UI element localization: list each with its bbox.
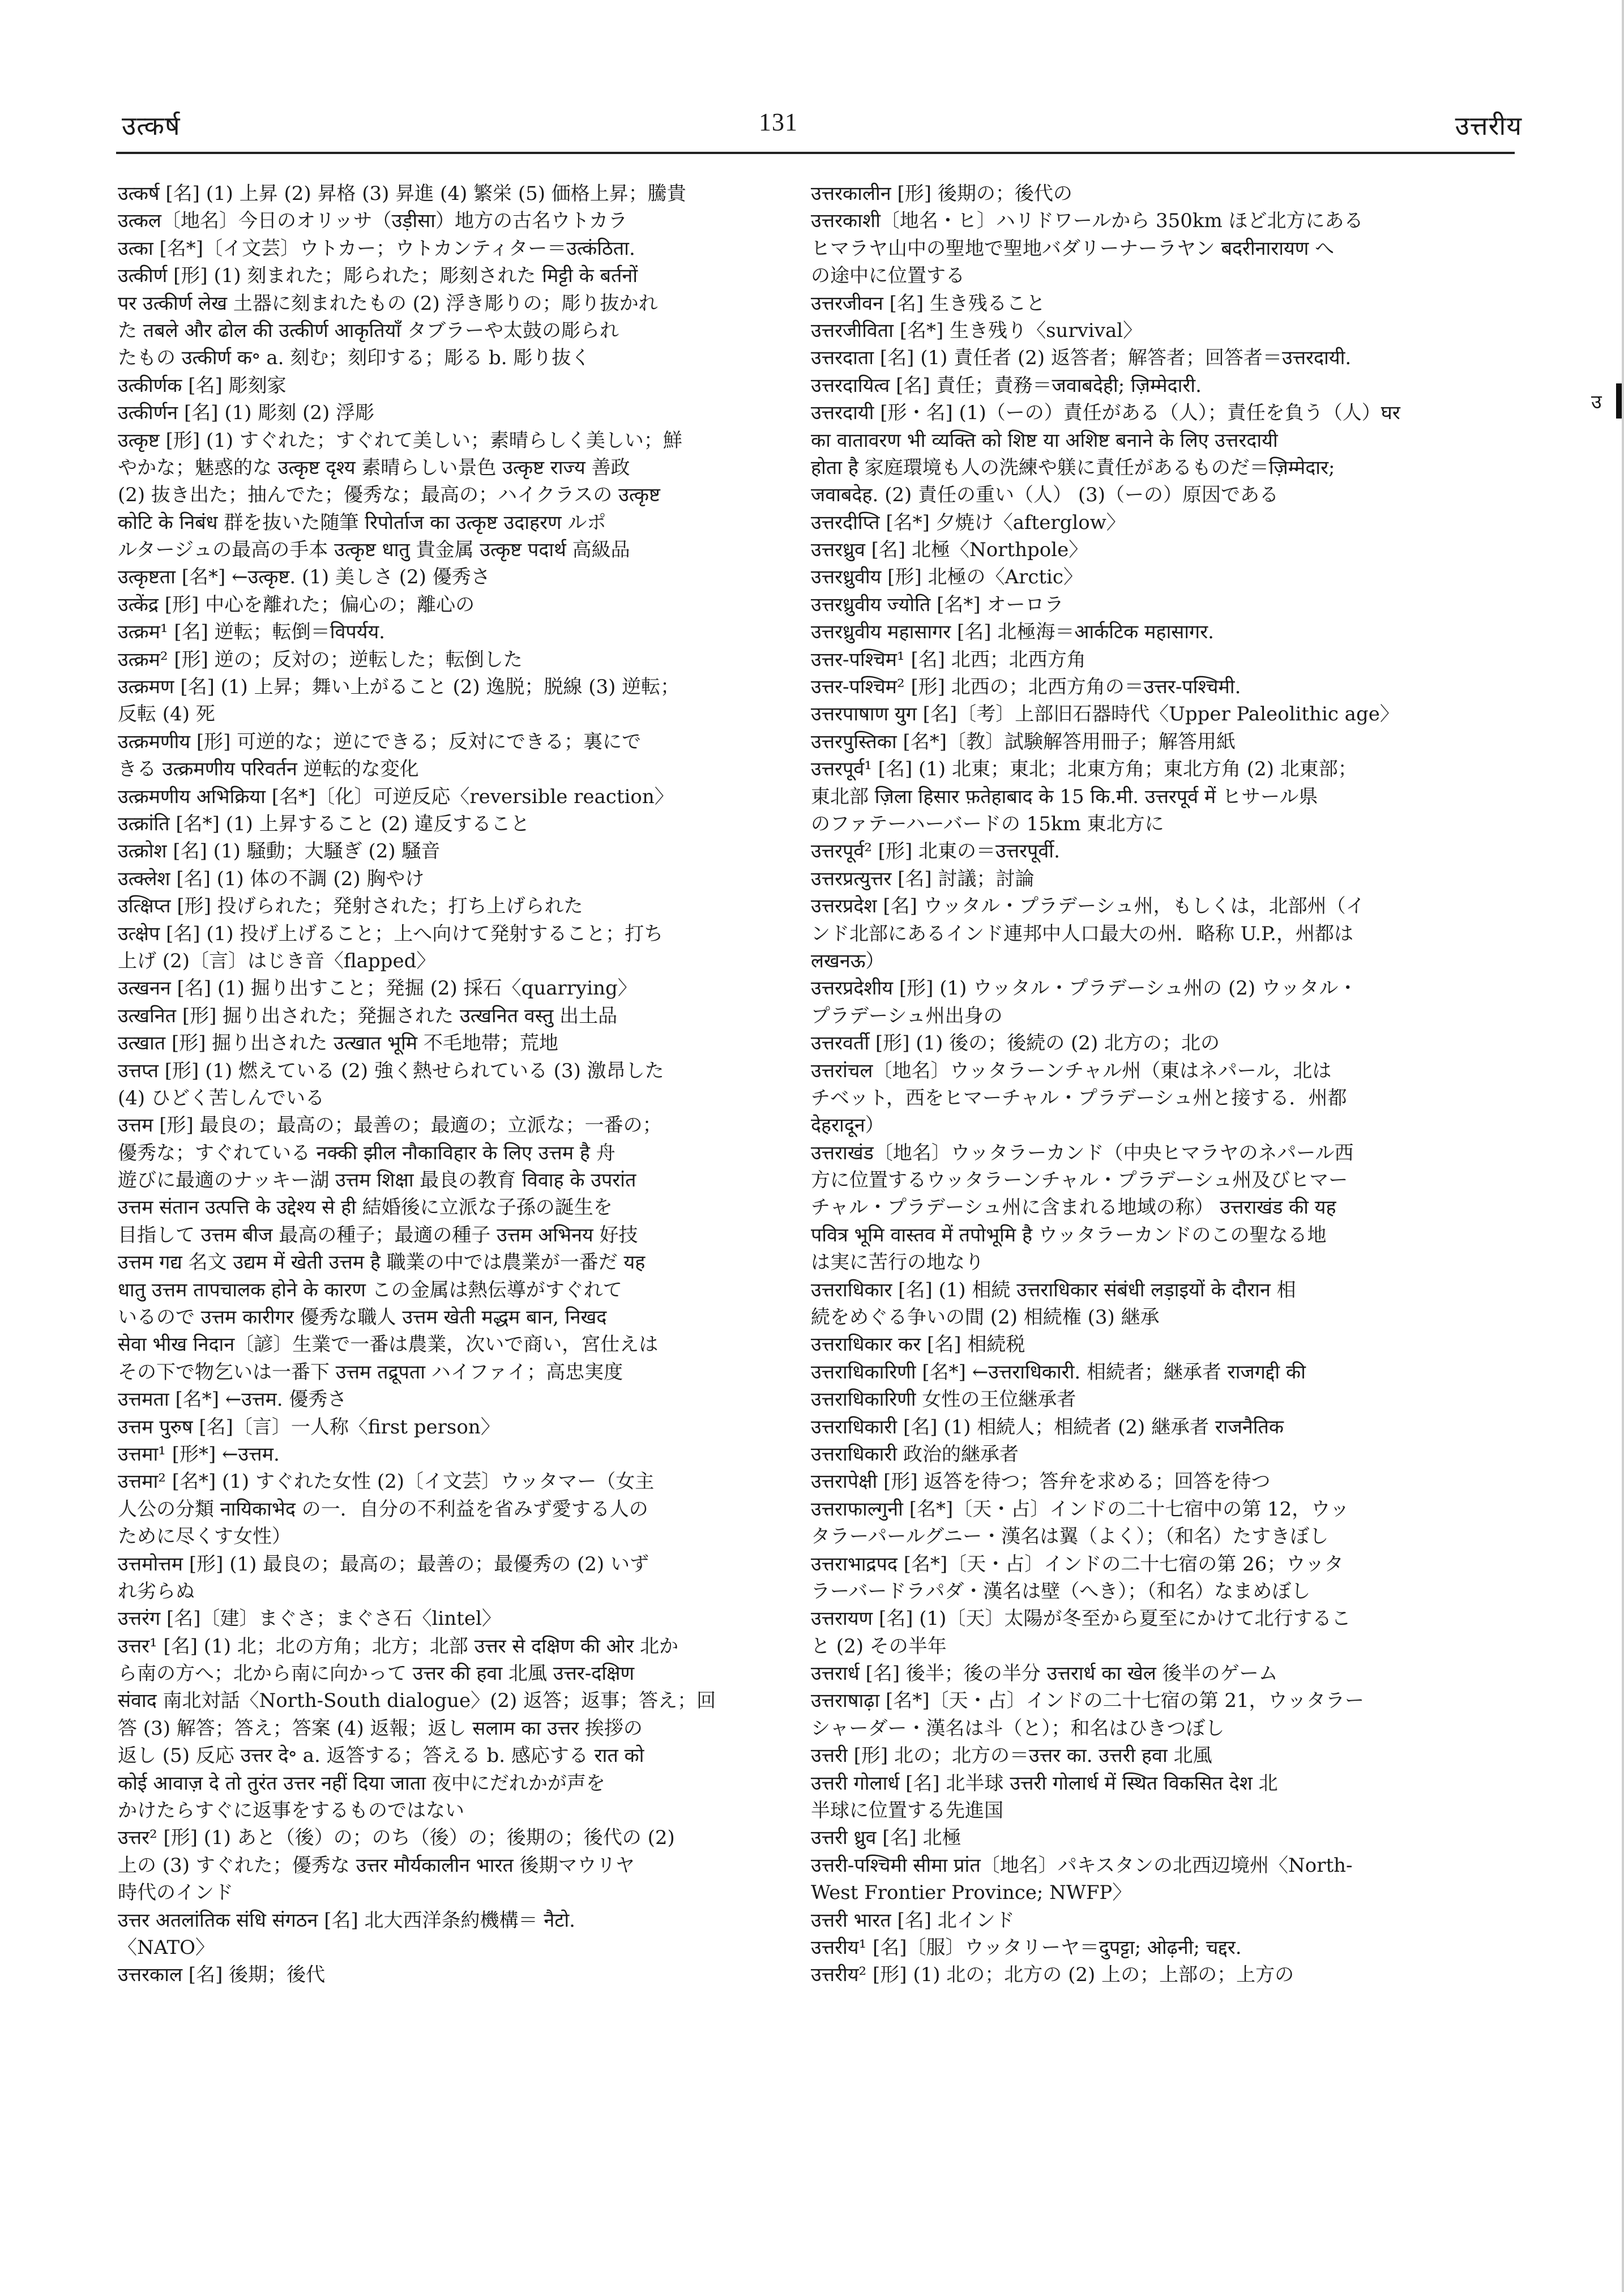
entry-line: उत्क्रमणीय [形] 可逆的な；逆にできる；反対にできる；裏にで xyxy=(118,730,642,753)
running-head-right: उत्तरीय xyxy=(1455,110,1522,141)
entry-line: उत्तर¹ [名] (1) 北；北の方角；北方；北部 उत्तर से दक्षिण की ओर 北か xyxy=(118,1634,679,1658)
entry-line: ルタージュの最高の手本 उत्कृष्ट धातु 貴金属 उत्कृष्ट पदार्थ 高級品 xyxy=(118,539,630,562)
entry-line: उत्तमा¹ [形*] ←उत्तम. xyxy=(118,1442,280,1466)
entry-line: उत्क्रमण [名] (1) 上昇；舞い上がること (2) 逸脱；脱線 (3) 逆転； xyxy=(118,676,680,699)
entry-line: उत्तराधिकारिणी [名*] ←उत्तराधिकारी. 相続者；継承者 राजगद्दी की xyxy=(811,1360,1306,1384)
entry-line: उत्खनन [名] (1) 掘り出すこと；発掘 (2) 採石〈quarrying〉 xyxy=(118,977,637,1000)
entry-line: उत्तमता [名*] ←उत्तम. 優秀さ xyxy=(118,1388,347,1411)
entry-line: उत्क्लेश [名] (1) 体の不調 (2) 胸やけ xyxy=(118,867,425,890)
entry-line: ンド北部にあるインド連邦中人口最大の州．略称 U.P.，州都は xyxy=(811,922,1353,945)
entry-line: West Frontier Province; NWFP〉 xyxy=(811,1881,1132,1905)
entry-line: उत्तराषाढ़ा [名*]〔天・占〕インドの二十七宿の第 21，ウッタラー xyxy=(811,1689,1364,1713)
entry-line: उत्का [名*]〔イ文芸〕ウトカー；ウトカンティター＝उत्कंठिता. xyxy=(118,237,635,260)
entry-line: उत्तरदायी [形・名] (1)（ーの）責任がある（人）；責任を負う（人）घर xyxy=(811,402,1400,425)
entry-line: 遊びに最適のナッキー湖 उत्तम शिक्षा 最良の教育 विवाह के उपरांत xyxy=(118,1169,636,1192)
entry-line: やかな；魅惑的な उत्कृष्ट दृश्य 素晴らしい景色 उत्कृष्ट राज्य 善政 xyxy=(118,456,630,479)
entry-line: उत्तरकाशी〔地名・ヒ〕ハリドワールから 350km ほど北方にある xyxy=(811,210,1364,233)
entry-line: उत्तरीय² [形] (1) 北の；北方の (2) 上の；上部の；上方の xyxy=(811,1964,1294,1987)
entry-line: उत्तराफाल्गुनी [名*]〔天・占〕インドの二十七宿中の第 12，ウッ xyxy=(811,1497,1349,1521)
entry-line: उत्तरी भारत [名] 北インド xyxy=(811,1909,1015,1932)
entry-line: उत्तरपाषाण युग [名]〔考〕上部旧石器時代〈Upper Paleolithic age〉 xyxy=(811,703,1399,726)
entry-line: लखनऊ） xyxy=(811,949,885,972)
entry-line: उत्तरार्ध [名] 後半；後の半分 उत्तरार्ध का खेल 後半のゲーム xyxy=(811,1662,1278,1685)
entry-line: उत्तरप्रत्युत्तर [名] 討議；討論 xyxy=(811,867,1035,890)
entry-line: उत्कीर्ण [形] (1) 刻まれた；彫られた；彫刻された मिट्टी के बर्तनों xyxy=(118,264,638,288)
entry-line: उत्तरध्रुवीय [形] 北極の〈Arctic〉 xyxy=(811,566,1083,589)
entry-line: उत्तरंग [名]〔建〕まぐさ；まぐさ石〈lintel〉 xyxy=(118,1607,501,1631)
entry-line: उत्कल〔地名〕今日のオリッサ（उड़ीसा）地方の古名ウトカラ xyxy=(118,210,628,233)
entry-line: उत्क्षेप [名] (1) 投げ上げること；上へ向けて発射すること；打ち xyxy=(118,922,664,945)
entry-line: उत्तमा² [名*] (1) すぐれた女性 (2)〔イ文芸〕ウッタマー（女主 xyxy=(118,1470,655,1493)
entry-line: 反転 (4) 死 xyxy=(118,703,215,726)
entry-line: उत्तरवर्ती [形] (1) 後の；後続の (2) 北方の；北の xyxy=(811,1032,1220,1055)
entry-line: た तबले और ढोल की उत्कीर्ण आकृतियाँ タブラーや太鼓の彫られ xyxy=(118,319,619,342)
entry-line: の途中に位置する xyxy=(811,264,965,288)
entry-line: का वातावरण भी व्यक्ति को शिष्ट या अशिष्ट बनाने के लिए उत्तरदायी xyxy=(811,429,1278,452)
entry-line: उत्तरी [形] 北の；北方の＝उत्तर का. उत्तरी हवा 北風 xyxy=(811,1744,1212,1768)
entry-line: 上げ (2)〔言〕はじき音〈flapped〉 xyxy=(118,949,436,972)
running-head-left: उत्कर्ष xyxy=(122,110,181,141)
entry-line: 目指して उत्तम बीज 最高の種子；最適の種子 उत्तम अभिनय 好技 xyxy=(118,1223,638,1247)
entry-line: उत्तम पुरुष [名]〔言〕一人称〈first person〉 xyxy=(118,1415,500,1439)
entry-line: उत्तरदीप्ति [名*] 夕焼け〈afterglow〉 xyxy=(811,511,1126,534)
entry-line: (2) 抜き出た；抽んでた；優秀な；最高の；ハイクラスの उत्कृष्ट xyxy=(118,484,660,507)
entry-line: उत्क्रांति [名*] (1) 上昇すること (2) 違反すること xyxy=(118,812,530,835)
entry-line: उत्क्षिप्त [形] 投げられた；発射された；打ち上げられた xyxy=(118,895,583,918)
page-number: 131 xyxy=(759,108,798,136)
entry-line: プラデーシュ州出身の xyxy=(811,1004,1003,1027)
entry-line: उत्कृष्ट [形] (1) すぐれた；すぐれて美しい；素晴らしく美しい；鮮 xyxy=(118,429,682,452)
entry-line: कोई आवाज़ दे तो तुरंत उत्तर नहीं दिया जाता 夜中にだれかが声を xyxy=(118,1772,605,1795)
entry-line: उत्खनित [形] 掘り出された；発掘された उत्खनित वस्तु 出土品 xyxy=(118,1004,618,1027)
entry-line: 〈NATO〉 xyxy=(118,1936,215,1959)
entry-line: उत्तर-पश्चिम¹ [名] 北西；北西方角 xyxy=(811,648,1086,671)
entry-line: उत्तरजीवन [名] 生き残ること xyxy=(811,292,1045,315)
entry-line: いるので उत्तम कारीगर 優秀な職人 उत्तम खेती मद्धम बान, निखद xyxy=(118,1306,607,1329)
entry-line: उत्तप्त [形] (1) 燃えている (2) 強く熱せられている (3) 激昂した xyxy=(118,1059,664,1082)
entry-line: उत्तरपूर्व¹ [名] (1) 北東；東北；北東方角；東北方角 (2) 北東部； xyxy=(811,758,1357,781)
entry-line: उत्तराखंड〔地名〕ウッタラーカンド（中央ヒマラヤのネパール西 xyxy=(811,1141,1354,1164)
entry-line: उत्तरध्रुव [名] 北極〈Northpole〉 xyxy=(811,539,1088,562)
entry-line: タラーパールグニー・漢名は翼（よく）；（和名）たすきぼし xyxy=(811,1525,1329,1548)
entry-line: 人公の分類 नायिकाभेद の一．自分の不利益を省みず愛する人の xyxy=(118,1497,648,1521)
entry-line: उत्केंद्र [形] 中心を離れた；偏心の；離心の xyxy=(118,593,475,616)
entry-line: सेवा भीख निदान〔諺〕生業で一番は農業，次いで商い，宮仕えは xyxy=(118,1333,659,1356)
entry-line: उत्क्रमणीय अभिक्रिया [名*]〔化〕可逆反応〈reversible reaction〉 xyxy=(118,785,674,808)
entry-line: उत्तरीय¹ [名]〔服〕ウッタリーヤ＝दुपट्टा; ओढ़नी; चद्दर. xyxy=(811,1936,1242,1959)
entry-line: होता है 家庭環境も人の洗練や躾に責任があるものだ＝ज़िम्मेदार; xyxy=(811,456,1335,479)
page-edge xyxy=(1622,0,1624,2292)
entry-line: उत्खात [形] 掘り出された उत्खात भूमि 不毛地帯；荒地 xyxy=(118,1032,558,1055)
entry-line: と (2) その半年 xyxy=(811,1634,947,1658)
entry-line: पर उत्कीर्ण लेख 土器に刻まれたもの (2) 浮き彫りの；彫り抜かれ xyxy=(118,292,658,315)
entry-line: उत्कर्ष [名] (1) 上昇 (2) 昇格 (3) 昇進 (4) 繁栄 (5) 価格上昇；騰貴 xyxy=(118,182,686,205)
thumb-index-tab xyxy=(1591,382,1624,422)
entry-line: उत्तरप्रदेश [名] ウッタル・プラデーシュ州，もしくは，北部州（イ xyxy=(811,895,1365,918)
entry-line: उत्तम [形] 最良の；最高の；最善の；最適の；立派な；一番の； xyxy=(118,1114,662,1137)
entry-line: 方に位置するウッタラーンチャル・プラデーシュ州及びヒマー xyxy=(811,1169,1348,1192)
entry-line: きる उत्क्रमणीय परिवर्तन 逆転的な変化 xyxy=(118,758,419,781)
entry-line: उत्तराभाद्रपद [名*]〔天・占〕インドの二十七宿の第 26；ウッタ xyxy=(811,1552,1344,1576)
entry-line: 続をめぐる争いの間 (2) 相続権 (3) 継承 xyxy=(811,1306,1160,1329)
entry-line: संवाद 南北対話〈North-South dialogue〉(2) 返答；返事；答え；回 xyxy=(118,1689,716,1713)
thumb-index-letter: उ xyxy=(1591,391,1602,413)
entry-line: उत्तराधिकार कर [名] 相続税 xyxy=(811,1333,1025,1356)
entry-line: उत्तरी ध्रुव [名] 北極 xyxy=(811,1826,961,1850)
entry-line: उत्तरकाल [名] 後期；後代 xyxy=(118,1964,326,1987)
entry-line: (4) ひどく苦しんでいる xyxy=(118,1086,324,1109)
entry-line: उत्तरध्रुवीय ज्योति [名*] オーロラ xyxy=(811,593,1064,616)
entry-line: उत्क्रोश [名] (1) 騒動；大騒ぎ (2) 騒音 xyxy=(118,840,441,863)
entry-line: チャル・プラデーシュ州に含まれる地域の称） उत्तराखंड की यह xyxy=(811,1196,1336,1219)
entry-line: 半球に位置する先進国 xyxy=(811,1799,1003,1822)
entry-line: は実に苦行の地なり xyxy=(811,1251,984,1274)
entry-line: たもの उत्कीर्ण क॰ a. 刻む；刻印する；彫る b. 彫り抜く xyxy=(118,347,591,370)
entry-line: उत्क्रम² [形] 逆の；反対の；逆転した；転倒した xyxy=(118,648,523,671)
entry-line: 優秀な；すぐれている नक्की झील नौकाविहार के लिए उत्तम है 舟 xyxy=(118,1141,616,1164)
entry-line: シャーダー・漢名は斗（と）；和名はひきつぼし xyxy=(811,1717,1225,1740)
entry-line: 時代のインド xyxy=(118,1881,233,1905)
entry-line: उत्तरी-पश्चिमी सीमा प्रांत〔地名〕パキスタンの北西辺境州〈North- xyxy=(811,1854,1353,1877)
entry-line: पवित्र भूमि वास्तव में तपोभूमि है ウッタラーカンドのこの聖なる地 xyxy=(811,1223,1327,1247)
entry-line: उत्तर² [形] (1) あと（後）の；のち（後）の；後期の；後代の (2) xyxy=(118,1826,675,1850)
entry-line: उत्तरी गोलार्ध [名] 北半球 उत्तरी गोलार्ध में स्थित विकसित देश 北 xyxy=(811,1772,1278,1795)
entry-line: कोटि के निबंध 群を抜いた随筆 रिपोर्ताज का उत्कृष्ट उदाहरण ルポ xyxy=(118,511,606,534)
entry-line: उत्तमोत्तम [形] (1) 最良の；最高の；最善の；最優秀の (2) いず xyxy=(118,1552,649,1576)
entry-line: उत्तम संतान उत्पत्ति के उद्देश्य से ही 結婚後に立派な子孫の誕生を xyxy=(118,1196,613,1219)
entry-line: उत्तरांचल〔地名〕ウッタラーンチャル州（東はネパール，北は xyxy=(811,1059,1332,1082)
entry-line: उत्तर-पश्चिम² [形] 北西の；北西方角の＝उत्तर-पश्चिमी. xyxy=(811,676,1241,699)
entry-line: उत्कीर्णक [名] 彫刻家 xyxy=(118,374,287,397)
entry-line: 返し (5) 反応 उत्तर दे॰ a. 返答する；答える b. 感応する रात को xyxy=(118,1744,644,1768)
entry-line: उत्क्रम¹ [名] 逆転；転倒＝विपर्यय. xyxy=(118,621,385,644)
entry-line: ヒマラヤ山中の聖地で聖地バダリーナーラヤン बदरीनारायण へ xyxy=(811,237,1335,260)
entry-line: チベット，西をヒマーチャル・プラデーシュ州と接する．州都 xyxy=(811,1086,1347,1109)
entry-line: उत्तरकालीन [形] 後期の；後代の xyxy=(811,182,1072,205)
entry-line: उत्तराधिकारी [名] (1) 相続人；相続者 (2) 継承者 राजनैतिक xyxy=(811,1415,1284,1439)
entry-line: れ劣らぬ xyxy=(118,1580,195,1603)
entry-line: उत्तर अतलांतिक संधि संगठन [名] 北大西洋条約機構＝ नैटो. xyxy=(118,1909,575,1932)
entry-line: धातु उत्तम तापचालक होने के कारण この金属は熱伝導がすぐれて xyxy=(118,1278,622,1301)
entry-line: ために尽くす女性） xyxy=(118,1525,291,1548)
entry-line: उत्तरदायित्व [名] 責任；責務＝जवाबदेही; ज़िम्मेदारी. xyxy=(811,374,1202,397)
entry-line: उत्तरध्रुवीय महासागर [名] 北極海＝आर्कटिक महासागर. xyxy=(811,621,1214,644)
entry-line: उत्तरजीविता [名*] 生き残り〈survival〉 xyxy=(811,319,1143,342)
header-rule xyxy=(116,152,1515,154)
entry-line: जवाबदेह. (2) 責任の重い（人） (3)（ーの）原因である xyxy=(811,484,1279,507)
entry-line: ら南の方へ；北から南に向かって उत्तर की हवा 北風 उत्तर-दक्षिण xyxy=(118,1662,635,1685)
entry-line: 上の (3) すぐれた；優秀な उत्तर मौर्यकालीन भारत 後期マウリヤ xyxy=(118,1854,635,1877)
right-column xyxy=(811,180,1479,1989)
entry-line: उत्कृष्टता [名*] ←उत्कृष्ट. (1) 美しさ (2) 優秀さ xyxy=(118,566,490,589)
left-column xyxy=(118,180,786,1989)
entry-line: उत्तरदाता [名] (1) 責任者 (2) 返答者；解答者；回答者＝उत्तरदायी. xyxy=(811,347,1352,370)
entry-line: 東北部 ज़िला हिसार फ़तेहाबाद के 15 कि.मी. उत्तरपूर्व में ヒサール県 xyxy=(811,785,1318,808)
entry-line: उत्तरापेक्षी [形] 返答を待つ；答弁を求める；回答を待つ xyxy=(811,1470,1271,1493)
entry-line: उत्तरपुस्तिका [名*]〔教〕試験解答用冊子；解答用紙 xyxy=(811,730,1236,753)
entry-line: उत्तराधिकार [名] (1) 相続 उत्तराधिकार संबंधी लड़ाइयों के दौरान 相 xyxy=(811,1278,1296,1301)
entry-line: उत्कीर्णन [名] (1) 彫刻 (2) 浮彫 xyxy=(118,402,375,425)
entry-line: 答 (3) 解答；答え；答案 (4) 返報；返し सलाम का उत्तर 挨拶の xyxy=(118,1717,643,1740)
entry-line: उत्तरप्रदेशीय [形] (1) ウッタル・プラデーシュ州の (2) ウッタル・ xyxy=(811,977,1358,1000)
entry-line: ラーバードラパダ・漢名は壁（へき）；（和名）なまめぼし xyxy=(811,1580,1311,1603)
entry-line: のファテーハーバードの 15km 東北方に xyxy=(811,812,1164,835)
entry-line: その下で物乞いは一番下 उत्तम तद्रूपता ハイファイ；高忠実度 xyxy=(118,1360,623,1384)
entry-line: उत्तराधिकारी 政治的継承者 xyxy=(811,1442,1019,1466)
entry-line: देहरादून） xyxy=(811,1114,884,1137)
entry-line: かけたらすぐに返事をするものではない xyxy=(118,1799,464,1822)
entry-line: उत्तरायण [名] (1)〔天〕太陽が冬至から夏至にかけて北行するこ xyxy=(811,1607,1351,1631)
entry-line: उत्तरपूर्व² [形] 北東の＝उत्तरपूर्वी. xyxy=(811,840,1060,863)
entry-line: उत्तराधिकारिणी 女性の王位継承者 xyxy=(811,1388,1076,1411)
entry-line: उत्तम गद्य 名文 उद्यम में खेती उत्तम है 職業の中では農業が一番だ यह xyxy=(118,1251,646,1274)
